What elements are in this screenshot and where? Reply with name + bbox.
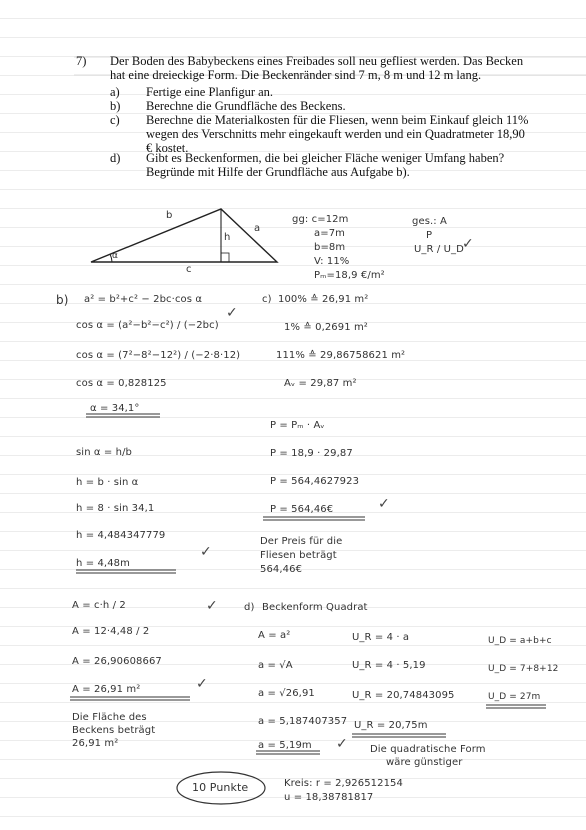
item-d-label: d) <box>110 151 121 165</box>
area-line-4: A = 26,91 m² <box>72 684 141 695</box>
b-answer-1: Die Fläche des <box>72 712 147 723</box>
b-line-10: h = 4,48m <box>76 558 130 569</box>
d-ur-3: U_R = 20,74843095 <box>352 690 455 701</box>
given-5: Pₘ=18,9 €/m² <box>314 270 385 281</box>
c-line-6: P = 18,9 · 29,87 <box>270 448 353 459</box>
d-square-1: A = a² <box>258 630 291 641</box>
check-mark-icon: ✓ <box>200 544 212 560</box>
task-number: 7) <box>76 54 87 68</box>
area-line-1: A = c·h / 2 <box>72 600 126 611</box>
task-intro: Der Boden des Babybeckens eines Freibades soll neu gefliest werden. Das Becken hat eine dreieckige Form. Die Beckenränder sind 7 m, 8 m und 12 m lang. <box>110 54 524 82</box>
area-line-2: A = 12·4,48 / 2 <box>72 626 150 637</box>
circle-note-2: u = 18,38781817 <box>284 792 374 803</box>
area-line-3: A = 26,90608667 <box>72 656 162 667</box>
part-b-label: b) <box>56 293 69 307</box>
given-3: b=8m <box>314 242 346 253</box>
d-ur-4: U_R = 20,75m <box>354 720 428 731</box>
d-square-4: a = 5,187407357 <box>258 716 348 727</box>
given-1: gg: c=12m <box>292 214 349 225</box>
b-line-6: sin α = h/b <box>76 447 132 458</box>
b-line-9: h = 4,484347779 <box>76 530 166 541</box>
points-total: 10 Punkte <box>192 781 249 794</box>
given-4: V: 11% <box>314 256 350 267</box>
right-angle-mark <box>221 253 229 262</box>
b-line-5: α = 34,1° <box>90 403 140 414</box>
item-a-text: Fertige eine Planfigur an. <box>146 85 274 99</box>
b-answer-2: Beckens beträgt <box>72 725 156 736</box>
part-d-label: d) <box>244 602 255 613</box>
height-h-label: h <box>224 232 231 243</box>
side-c-label: c <box>186 264 192 275</box>
c-line-4: Aᵥ = 29,87 m² <box>284 378 357 389</box>
given-2: a=7m <box>314 228 346 239</box>
side-b-label: b <box>166 210 173 221</box>
wanted-3: U_R / U_D <box>414 244 464 255</box>
d-square-2: a = √A <box>258 660 293 671</box>
check-mark-icon: ✓ <box>462 236 474 252</box>
wanted-1: ges.: A <box>412 216 447 227</box>
check-mark-icon: ✓ <box>206 598 218 614</box>
c-line-3: 111% ≙ 29,86758621 m² <box>276 350 406 361</box>
side-a-label: a <box>254 223 261 234</box>
c-line-2: 1% ≙ 0,2691 m² <box>284 322 368 333</box>
c-line-8: P = 564,46€ <box>270 504 334 515</box>
alpha-label: α <box>112 251 119 261</box>
check-mark-icon: ✓ <box>226 305 238 321</box>
d-square-5: a = 5,19m <box>258 740 312 751</box>
b-line-7: h = b · sin α <box>76 477 139 488</box>
item-c-label: c) <box>110 113 120 127</box>
d-ur-1: U_R = 4 · a <box>352 632 410 643</box>
d-ur-2: U_R = 4 · 5,19 <box>352 660 426 671</box>
d-ud-2: U_D = 7+8+12 <box>488 664 559 674</box>
item-a-label: a) <box>110 85 120 99</box>
d-answer-1: Die quadratische Form <box>370 744 486 755</box>
item-c-text: Berechne die Materialkosten für die Fliesen, wenn beim Einkauf gleich 11% wegen des Verschnitts mehr eingekauft werden und ein Quadratmeter 18,90 € kostet. <box>146 113 529 155</box>
c-answer-2: Fliesen beträgt <box>260 550 337 561</box>
d-ud-1: U_D = a+b+c <box>488 636 552 646</box>
d-heading: Beckenform Quadrat <box>262 602 368 613</box>
item-b-text: Berechne die Grundfläche des Beckens. <box>146 99 346 113</box>
item-b-label: b) <box>110 99 121 113</box>
check-mark-icon: ✓ <box>196 676 208 692</box>
part-c-label: c) <box>262 294 272 305</box>
b-line-8: h = 8 · sin 34,1 <box>76 503 155 514</box>
circle-note-1: Kreis: r = 2,926512154 <box>284 778 403 789</box>
plan-triangle <box>91 209 277 262</box>
item-d-text: Gibt es Beckenformen, die bei gleicher Fläche weniger Umfang haben? Begründe mit Hilfe der Grundfläche aus Aufgabe b). <box>146 151 505 179</box>
d-ud-3: U_D = 27m <box>488 692 541 702</box>
c-answer-1: Der Preis für die <box>260 536 343 547</box>
b-line-2: cos α = (a²−b²−c²) / (−2bc) <box>76 320 219 331</box>
b-line-4: cos α = 0,828125 <box>76 378 167 389</box>
c-line-7: P = 564,4627923 <box>270 476 360 487</box>
c-line-5: P = Pₘ · Aᵥ <box>270 420 325 431</box>
c-answer-3: 564,46€ <box>260 564 303 575</box>
d-square-3: a = √26,91 <box>258 688 315 699</box>
b-line-1: a² = b²+c² − 2bc·cos α <box>84 294 203 305</box>
b-line-3: cos α = (7²−8²−12²) / (−2·8·12) <box>76 350 241 361</box>
d-answer-2: wäre günstiger <box>386 757 463 768</box>
check-mark-icon: ✓ <box>336 736 348 752</box>
check-mark-icon: ✓ <box>378 496 390 512</box>
b-answer-3: 26,91 m² <box>72 738 119 749</box>
wanted-2: P <box>426 230 433 241</box>
c-line-1: 100% ≙ 26,91 m² <box>278 294 369 305</box>
